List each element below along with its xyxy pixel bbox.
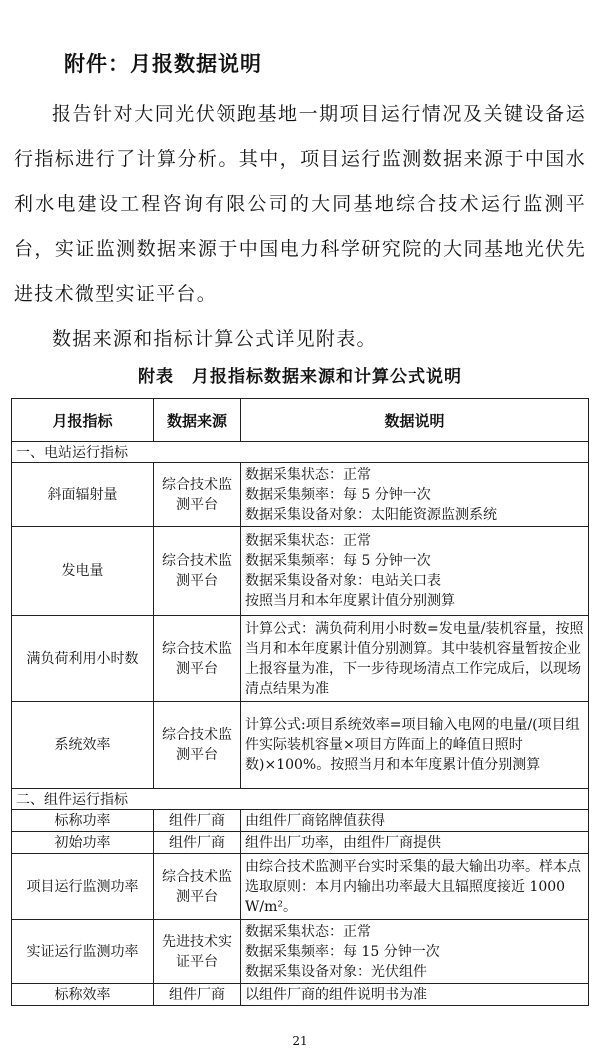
indicator-cell: 系统效率	[12, 702, 154, 789]
source-cell: 综合技术监测平台	[154, 527, 241, 616]
table-row	[12, 832, 589, 854]
description-line: 数据采集状态：正常	[245, 466, 371, 483]
description-cell: 计算公式:项目系统效率=项目输入电网的电量/(项目组件实际装机容量×项目方阵面上的峰值日照时数)×100%。按照当月和本年度累计值分别测算	[241, 702, 589, 789]
description-line: 数据采集设备对象：电站关口表	[245, 573, 441, 589]
indicator-cell: 满负荷利用小时数	[12, 616, 154, 702]
section-row	[12, 789, 589, 810]
description-line: 数据采集设备对象：光伏组件	[245, 963, 427, 980]
intro-paragraph-2: 数据来源和指标计算公式详见附表。	[52, 328, 377, 350]
table-row	[12, 984, 589, 1006]
description-cell	[241, 527, 589, 616]
source-cell: 综合技术监测平台	[154, 463, 241, 527]
table-header-row	[12, 399, 589, 442]
source-cell: 组件厂商	[154, 810, 241, 832]
indicator-cell: 标称效率	[12, 984, 154, 1006]
table-caption: 附表 月报指标数据来源和计算公式说明	[138, 367, 462, 387]
description-line: 按照当月和本年度累计值分别测算	[245, 593, 455, 609]
header-indicator: 月报指标	[12, 399, 154, 442]
section-title: 二、组件运行指标	[12, 789, 589, 810]
indicator-cell: 发电量	[12, 527, 154, 616]
source-cell: 综合技术监测平台	[154, 616, 241, 702]
source-cell: 综合技术监测平台	[154, 854, 241, 920]
page-heading: 附件：月报数据说明	[64, 52, 262, 76]
table-row	[12, 527, 589, 616]
description-line: 数据采集状态：正常	[245, 533, 371, 549]
header-source: 数据来源	[154, 399, 241, 442]
description-line: 数据采集状态：正常	[245, 923, 371, 940]
indicator-cell: 初始功率	[12, 832, 154, 854]
table-row	[12, 616, 589, 702]
description-cell: 由综合技术监测平台实时采集的最大输出功率。样本点选取原则：本月内输出功率最大且辐照度接近 1000 W/m²。	[241, 854, 589, 920]
description-cell: 组件出厂功率，由组件厂商提供	[241, 832, 589, 854]
source-cell: 组件厂商	[154, 832, 241, 854]
table-row	[12, 810, 589, 832]
intro-paragraph-1: 报告针对大同光伏领跑基地一期项目运行情况及关键设备运行指标进行了计算分析。其中，项目运行监测数据来源于中国水利水电建设工程咨询有限公司的大同基地综合技术运行监测平台，实证监测数据来源于中国电力科学研究院的大同基地光伏先进技术微型实证平台。	[14, 103, 586, 305]
source-cell: 组件厂商	[154, 984, 241, 1006]
description-line: 数据采集频率：每 5 分钟一次	[245, 486, 431, 503]
indicator-cell: 斜面辐射量	[12, 463, 154, 527]
source-cell: 先进技术实证平台	[154, 920, 241, 984]
description-line: 数据采集设备对象：太阳能资源监测系统	[245, 506, 497, 523]
section-title: 一、电站运行指标	[12, 442, 589, 463]
description-line: 数据采集频率：每 5 分钟一次	[245, 553, 431, 569]
indicator-cell: 实证运行监测功率	[12, 920, 154, 984]
description-cell: 以组件厂商的组件说明书为准	[241, 984, 589, 1006]
description-cell: 计算公式：满负荷利用小时数=发电量/装机容量，按照当月和本年度累计值分别测算。其中装机容量暂按企业上报容量为准，下一步待现场清点工作完成后，以现场清点结果为准	[241, 616, 589, 702]
indicator-cell: 标称功率	[12, 810, 154, 832]
table-row	[12, 854, 589, 920]
intro-text	[14, 92, 586, 362]
table-row	[12, 463, 589, 527]
table-row	[12, 920, 589, 984]
indicator-cell: 项目运行监测功率	[12, 854, 154, 920]
source-cell: 综合技术监测平台	[154, 702, 241, 789]
section-row	[12, 442, 589, 463]
header-description: 数据说明	[241, 399, 589, 442]
table-row	[12, 702, 589, 789]
description-line: 数据采集频率：每 15 分钟一次	[245, 943, 440, 960]
indicator-table	[11, 398, 589, 1006]
page-number: 21	[292, 1034, 308, 1048]
description-cell	[241, 463, 589, 527]
description-cell	[241, 920, 589, 984]
description-cell: 由组件厂商铭牌值获得	[241, 810, 589, 832]
